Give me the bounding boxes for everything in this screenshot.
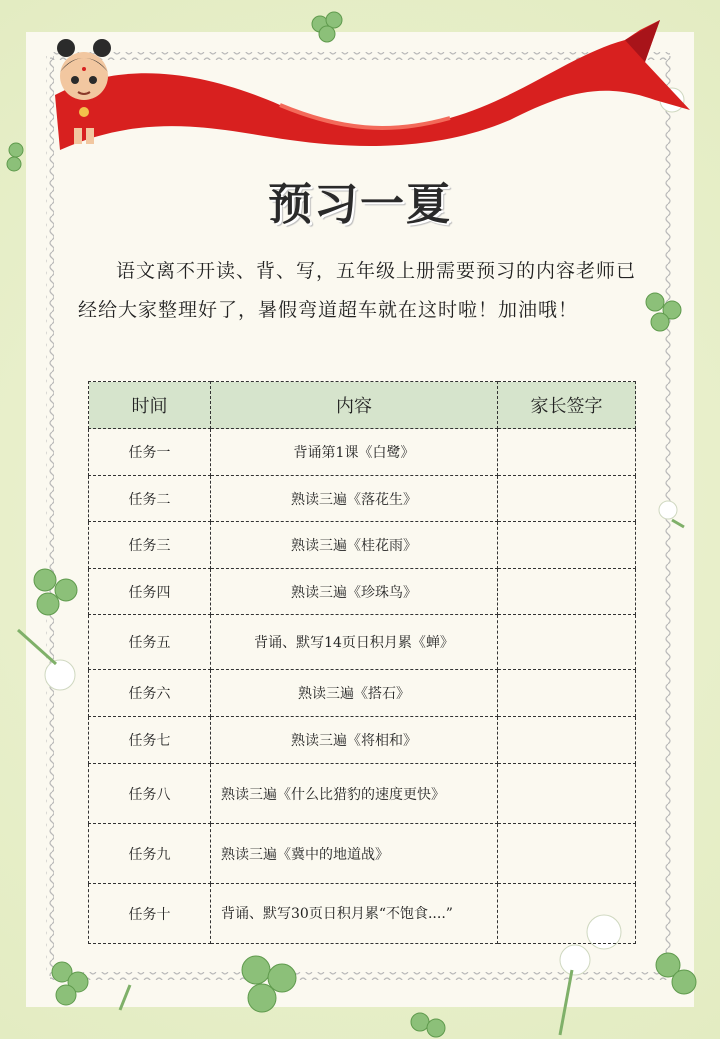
task-content: 熟读三遍《什么比猎豹的速度更快》 [211,764,498,824]
table-row [89,615,636,670]
signature-cell[interactable] [498,429,636,476]
signature-cell[interactable] [498,670,636,717]
table-row [89,824,636,884]
signature-cell[interactable] [498,764,636,824]
table-header-row [89,382,636,429]
task-content: 熟读三遍《落花生》 [211,476,498,522]
table-row [89,569,636,615]
task-table [88,381,636,944]
table-row [89,522,636,569]
header-time: 时间 [89,382,211,429]
task-content: 熟读三遍《将相和》 [211,717,498,764]
task-content: 背诵、默写14页日积月累《蝉》 [211,615,498,670]
signature-cell[interactable] [498,522,636,569]
task-label: 任务八 [89,764,211,824]
table-row [89,764,636,824]
task-content: 熟读三遍《搭石》 [211,670,498,717]
signature-cell[interactable] [498,824,636,884]
header-content: 内容 [211,382,498,429]
task-content: 熟读三遍《冀中的地道战》 [211,824,498,884]
task-content: 熟读三遍《珍珠鸟》 [211,569,498,615]
table-row [89,717,636,764]
cartoon-mascot [48,36,120,148]
page-title: 预习一夏 [268,179,452,230]
signature-cell[interactable] [498,615,636,670]
task-label: 任务七 [89,717,211,764]
task-label: 任务四 [89,569,211,615]
signature-cell[interactable] [498,884,636,944]
task-label: 任务三 [89,522,211,569]
header-signature: 家长签字 [498,382,636,429]
task-label: 任务二 [89,476,211,522]
table-row [89,884,636,944]
task-label: 任务九 [89,824,211,884]
table-row [89,429,636,476]
task-label: 任务一 [89,429,211,476]
task-label: 任务十 [89,884,211,944]
task-content: 熟读三遍《桂花雨》 [211,522,498,569]
intro-paragraph: 语文离不开读、背、写，五年级上册需要预习的内容老师已经给大家整理好了，暑假弯道超车就在这时啦！加油哦！ [78,260,637,321]
table-row [89,670,636,717]
task-label: 任务六 [89,670,211,717]
signature-cell[interactable] [498,476,636,522]
task-label: 任务五 [89,615,211,670]
task-content: 背诵第1课《白鹭》 [211,429,498,476]
task-content: 背诵、默写30页日积月累“不饱食....” [211,884,498,944]
signature-cell[interactable] [498,569,636,615]
table-row [89,476,636,522]
signature-cell[interactable] [498,717,636,764]
